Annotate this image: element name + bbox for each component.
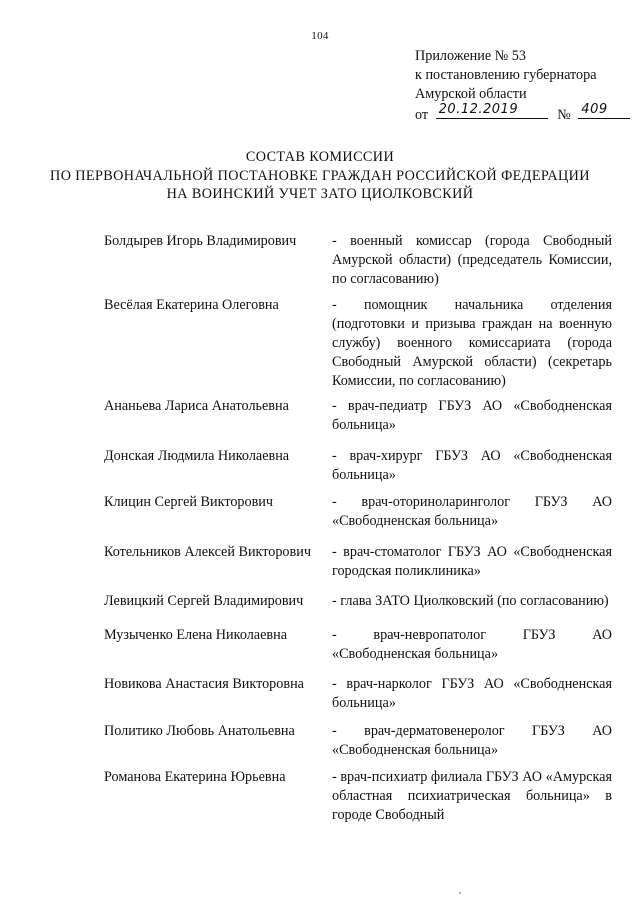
member-name: Левицкий Сергей Владимирович — [104, 593, 304, 609]
member-name: Болдырев Игорь Владимирович — [104, 233, 297, 249]
member-role: - врач-хирург ГБУЗ АО «Свободненская больница» — [332, 448, 612, 483]
member-name: Котельников Алексей Викторович — [104, 544, 311, 560]
member-role: - врач-невропатолог ГБУЗ АО «Свободненская больница» — [332, 627, 612, 662]
member-name: Романова Екатерина Юрьевна — [104, 769, 286, 785]
handwritten-number: 409 — [581, 102, 608, 117]
member-role: - врач-оториноларинголог ГБУЗ АО «Свободненская больница» — [332, 494, 612, 529]
title-line-3: НА ВОИНСКИЙ УЧЕТ ЗАТО ЦИОЛКОВСКИЙ — [166, 186, 474, 202]
page-number: 104 — [311, 30, 329, 42]
member-role: - врач-нарколог ГБУЗ АО «Свободненская больница» — [332, 676, 612, 711]
date-prefix: от — [415, 107, 429, 123]
member-name: Ананьева Лариса Анатольевна — [104, 398, 289, 414]
appendix-line-3: Амурской области — [415, 86, 527, 102]
member-name: Новикова Анастасия Викторовна — [104, 676, 304, 692]
member-role: - врач-педиатр ГБУЗ АО «Свободненская больница» — [332, 398, 612, 433]
member-role: - глава ЗАТО Циолковский (по согласованию) — [332, 593, 609, 609]
number-prefix: № — [557, 107, 571, 123]
member-role: - военный комиссар (города Свободный Амурской области) (председатель Комиссии, по согласованию) — [332, 233, 612, 287]
member-role: - врач-дерматовенеролог ГБУЗ АО «Свободненская больница» — [332, 723, 612, 758]
title-line-1: СОСТАВ КОМИССИИ — [245, 149, 395, 165]
member-name: Клицин Сергей Викторович — [104, 494, 274, 510]
member-role: - врач-психиатр филиала ГБУЗ АО «Амурская областная психиатрическая больница» в городе Свободный — [332, 769, 612, 823]
member-name: Музыченко Елена Николаевна — [104, 627, 287, 643]
scan-artifact — [459, 892, 461, 894]
member-name: Донская Людмила Николаевна — [104, 448, 290, 464]
handwritten-date: 20.12.2019 — [438, 102, 519, 117]
appendix-line-1: Приложение № 53 — [415, 48, 526, 64]
member-name: Весёлая Екатерина Олеговна — [104, 297, 279, 313]
member-role: - помощник начальника отделения (подготовки и призыва граждан на военную службу) военного комиссариата (города Свободный Амурской области) (секретарь Комиссии, по согласованию) — [332, 297, 612, 389]
appendix-line-2: к постановлению губернатора — [415, 67, 597, 83]
member-name: Политико Любовь Анатольевна — [104, 723, 295, 739]
title-line-2: ПО ПЕРВОНАЧАЛЬНОЙ ПОСТАНОВКЕ ГРАЖДАН РОССИЙСКОЙ ФЕДЕРАЦИИ — [50, 167, 590, 184]
member-role: - врач-стоматолог ГБУЗ АО «Свободненская городская поликлиника» — [332, 544, 612, 579]
